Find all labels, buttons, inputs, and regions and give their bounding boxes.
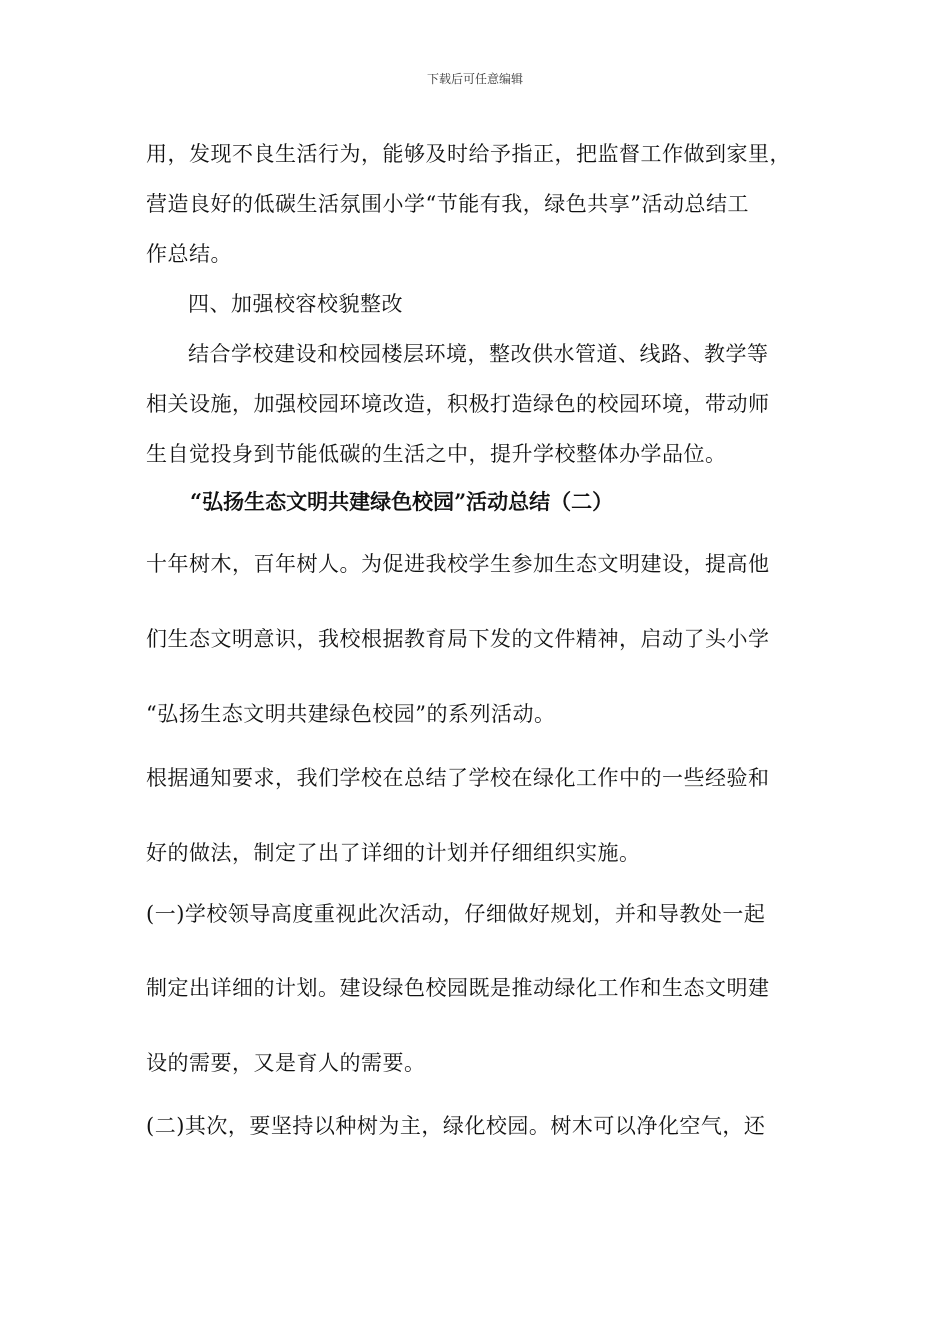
paragraph-line: 制定出详细的计划。建设绿色校园既是推动绿化工作和生态文明建 (146, 976, 770, 1000)
paragraph-line: 作总结。 (146, 242, 232, 266)
paragraph-line: “弘扬生态文明共建绿色校园”的系列活动。 (146, 702, 556, 726)
article-title: “弘扬生态文明共建绿色校园”活动总结（二） (190, 489, 614, 514)
paragraph-line: 十年树木，百年树人。为促进我校学生参加生态文明建设，提高他 (146, 552, 770, 576)
paragraph-line: 生自觉投身到节能低碳的生活之中，提升学校整体办学品位。 (146, 442, 727, 466)
paragraph-line: (二)其次，要坚持以种树为主，绿化校园。树木可以净化空气，还 (146, 1114, 766, 1138)
section-heading: 四、加强校容校貌整改 (188, 292, 403, 316)
paragraph-line: 相关设施，加强校园环境改造，积极打造绿色的校园环境，带动师 (146, 392, 770, 416)
paragraph-line: 用，发现不良生活行为，能够及时给予指正，把监督工作做到家里， (146, 142, 791, 166)
paragraph-line: 设的需要，又是育人的需要。 (146, 1051, 426, 1075)
paragraph-line: 营造良好的低碳生活氛围小学“节能有我，绿色共享”活动总结工 (146, 192, 749, 216)
paragraph-line: 根据通知要求，我们学校在总结了学校在绿化工作中的一些经验和 (146, 766, 770, 790)
paragraph-line: 好的做法，制定了出了详细的计划并仔细组织实施。 (146, 841, 641, 865)
header-note: 下载后可任意编辑 (426, 72, 523, 86)
paragraph-line: 结合学校建设和校园楼层环境，整改供水管道、线路、教学等 (188, 342, 769, 366)
paragraph-line: (一)学校领导高度重视此次活动，仔细做好规划，并和导教处一起 (146, 902, 766, 926)
paragraph-line: 们生态文明意识，我校根据教育局下发的文件精神，启动了头小学 (146, 627, 770, 651)
